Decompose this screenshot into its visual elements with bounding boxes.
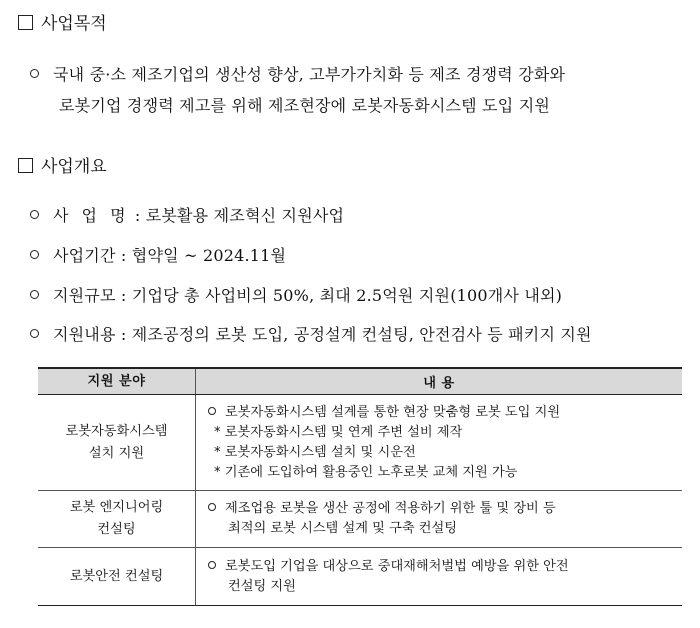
section-heading-purpose (18, 13, 107, 35)
content-main-line (208, 403, 674, 423)
circle-bullet-icon (208, 561, 216, 569)
circle-bullet-icon (30, 210, 39, 219)
content-sub-line: * 로봇자동화시스템 설치 및 시운전 (214, 444, 416, 460)
support-table (38, 367, 682, 606)
overview-label: 사 업 명 (53, 206, 130, 225)
section-heading-overview (18, 156, 107, 178)
content-main-line (208, 499, 674, 519)
content-cell (196, 548, 683, 606)
content-main-line (208, 557, 674, 577)
overview-value: 협약일 ~ 2024.11월 (131, 246, 287, 265)
circle-bullet-icon (30, 250, 39, 259)
table-header-row (38, 368, 682, 395)
field-text-line: 로봇자동화시스템 (65, 423, 168, 439)
overview-label: 사업기간 (53, 246, 116, 265)
circle-bullet-icon (208, 503, 216, 511)
content-cell (196, 491, 683, 548)
field-text-line: 컨설팅 (97, 522, 136, 537)
header-content: 내 용 (196, 368, 683, 395)
purpose-heading-text: 사업목적 (41, 14, 107, 34)
checkbox-icon (18, 15, 33, 30)
purpose-line-1 (30, 64, 565, 86)
checkbox-icon (18, 158, 33, 173)
purpose-line-2 (59, 95, 550, 117)
field-cell (38, 395, 196, 491)
table-row (38, 548, 682, 606)
header-field: 지원 분야 (38, 368, 196, 395)
overview-label: 지원규모 (53, 286, 116, 305)
content-sub-line: * 로봇자동화시스템 및 연계 주변 설비 제작 (214, 424, 463, 440)
overview-item-content: 지원내용 : 제조공정의 로봇 도입, 공정설계 컨설팅, 안전검사 등 패키지 지원 (30, 324, 592, 346)
field-cell (38, 548, 196, 606)
circle-bullet-icon (30, 69, 39, 78)
overview-value: 기업당 총 사업비의 50%, 최대 2.5억원 지원(100개사 내외) (131, 286, 563, 305)
overview-heading-text: 사업개요 (41, 157, 107, 177)
table-row (38, 491, 682, 548)
purpose-text-2: 로봇기업 경쟁력 제고를 위해 제조현장에 로봇자동화시스템 도입 지원 (59, 96, 551, 115)
field-text-line: 설치 지원 (88, 445, 145, 461)
purpose-text-1: 국내 중·소 제조기업의 생산성 향상, 고부가가치화 등 제조 경쟁력 강화와 (53, 65, 566, 84)
circle-bullet-icon (30, 290, 39, 299)
overview-value: 제조공정의 로봇 도입, 공정설계 컨설팅, 안전검사 등 패키지 지원 (131, 325, 592, 344)
field-cell (38, 491, 196, 548)
content-main-text: 로봇자동화시스템 설계를 통한 현장 맞춤형 로봇 도입 지원 (225, 404, 561, 420)
content-cell (196, 395, 683, 491)
content-main-text: 제조업용 로봇을 생산 공정에 적용하기 위한 툴 및 장비 등 (225, 501, 556, 516)
circle-bullet-icon (30, 329, 39, 338)
field-text-line: 로봇안전 컨설팅 (69, 568, 164, 584)
overview-item-period: 사업기간 : 협약일 ~ 2024.11월 (30, 245, 286, 267)
circle-bullet-icon (208, 407, 216, 415)
overview-value: 로봇활용 제조혁신 지원사업 (145, 206, 345, 225)
content-main-text: 로봇도입 기업을 대상으로 중대재해처벌법 예방을 위한 안전 (225, 558, 569, 574)
overview-item-name: 사 업 명 : 로봇활용 제조혁신 지원사업 (30, 205, 344, 227)
overview-item-scale: 지원규모 : 기업당 총 사업비의 50%, 최대 2.5억원 지원(100개사 내외) (30, 285, 562, 307)
overview-label: 지원내용 (53, 325, 116, 344)
table-row (38, 395, 682, 491)
content-sub-line: * 기존에 도입하여 활용중인 노후로봇 교체 지원 가능 (214, 464, 518, 480)
content-main-line-2: 최적의 로봇 시스템 설계 및 구축 컨설팅 (228, 521, 457, 536)
content-main-line-2: 컨설팅 지원 (228, 578, 296, 594)
field-text-line: 로봇 엔지니어링 (69, 500, 164, 515)
